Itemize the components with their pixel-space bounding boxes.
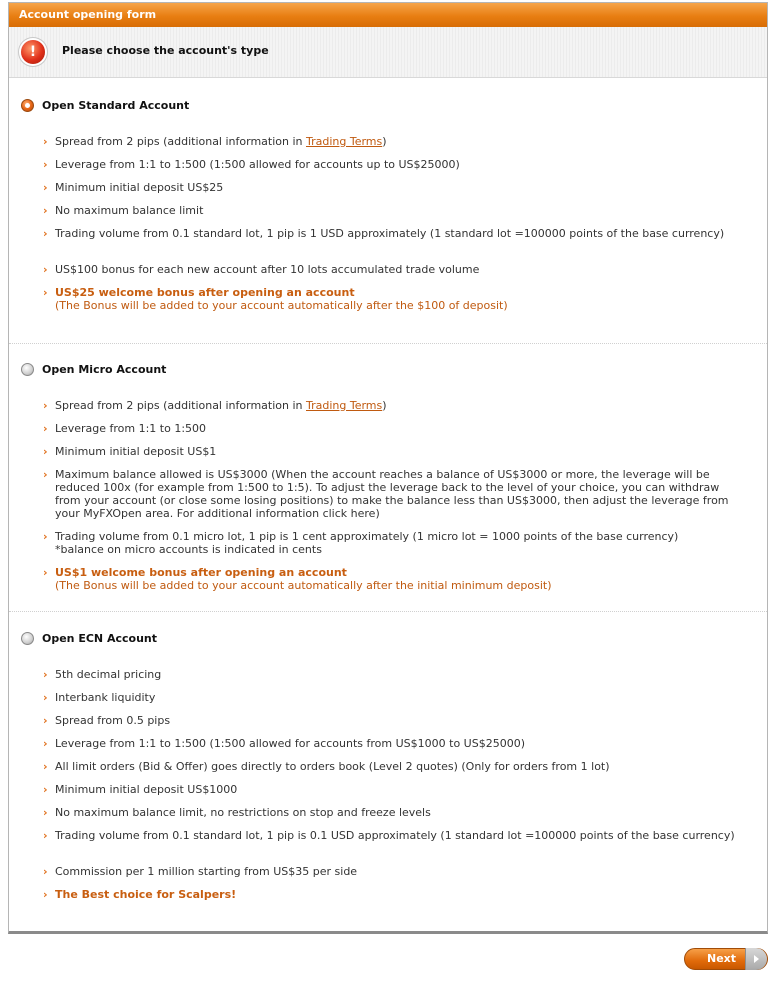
item-text: Spread from 2 pips (additional information in	[55, 135, 306, 148]
item-text: )	[382, 135, 387, 148]
chevron-right-icon: ›	[43, 829, 48, 842]
item-text: Interbank liquidity	[55, 691, 156, 704]
standard-account-section	[9, 79, 767, 342]
chevron-right-icon: ›	[43, 888, 48, 901]
arrow-right-icon	[745, 948, 767, 970]
item-text: Trading volume from 0.1 micro lot, 1 pip is 1 cent approximately (1 micro lot = 1000 points of the base currency)	[55, 530, 679, 543]
chevron-right-icon: ›	[43, 181, 48, 194]
ecn-account-radio[interactable]	[21, 632, 34, 645]
item-text: Leverage from 1:1 to 1:500 (1:500 allowed for accounts up to US$25000)	[55, 158, 460, 171]
chevron-right-icon: ›	[43, 691, 48, 704]
standard-account-option[interactable]	[21, 97, 189, 113]
item-text: Maximum balance allowed is US$3000 (When the account reaches a balance of US$3000 or more, the leverage will be reduced 100x (for example from 1:500 to 1:5). To adjust the leverage back to the level of your choice, you can withdraw from your account (or close some losing positions) to make the balance less than US$3000, then adjust the leverage from your MyFXOpen area. For additional information click here)	[55, 468, 729, 520]
warning-icon: !	[21, 40, 45, 64]
standard-account-radio[interactable]	[21, 99, 34, 112]
item-note: *balance on micro accounts is indicated in cents	[55, 543, 322, 556]
chevron-right-icon: ›	[43, 737, 48, 750]
micro-account-label: Open Micro Account	[42, 362, 167, 376]
item-text: Leverage from 1:1 to 1:500	[55, 422, 207, 435]
chevron-right-icon: ›	[43, 714, 48, 727]
bonus-title: The Best choice for Scalpers!	[55, 888, 237, 901]
chevron-right-icon: ›	[43, 445, 48, 458]
item-text: Minimum initial deposit US$1	[55, 445, 217, 458]
chevron-right-icon: ›	[43, 668, 48, 681]
next-button-label: Next	[707, 952, 737, 965]
form-title: Account opening form	[9, 3, 767, 27]
item-text: Trading volume from 0.1 standard lot, 1 pip is 1 USD approximately (1 standard lot =100000 points of the base currency)	[55, 227, 725, 240]
chevron-right-icon: ›	[43, 566, 48, 579]
form-subheader	[9, 27, 767, 78]
ecn-account-label: Open ECN Account	[42, 631, 158, 645]
trading-terms-link[interactable]: Trading Terms	[306, 399, 383, 412]
micro-account-option[interactable]	[21, 361, 166, 377]
chevron-right-icon: ›	[43, 399, 48, 412]
bonus-note: (The Bonus will be added to your account automatically after the initial minimum deposit)	[55, 579, 552, 592]
item-text: No maximum balance limit	[55, 204, 204, 217]
next-button[interactable]	[684, 948, 768, 970]
item-text: No maximum balance limit, no restrictions on stop and freeze levels	[55, 806, 431, 819]
item-text: Trading volume from 0.1 standard lot, 1 pip is 0.1 USD approximately (1 standard lot =100000 points of the base currency)	[55, 829, 735, 842]
item-text: Spread from 0.5 pips	[55, 714, 171, 727]
chevron-right-icon: ›	[43, 227, 48, 240]
bonus-title: US$1 welcome bonus after opening an account	[55, 566, 347, 579]
ecn-account-section	[9, 611, 767, 912]
chevron-right-icon: ›	[43, 263, 48, 276]
chevron-right-icon: ›	[43, 865, 48, 878]
chevron-right-icon: ›	[43, 530, 48, 543]
item-text: US$100 bonus for each new account after 10 lots accumulated trade volume	[55, 263, 480, 276]
account-opening-form	[8, 2, 768, 934]
item-text: All limit orders (Bid & Offer) goes directly to orders book (Level 2 quotes) (Only for orders from 1 lot)	[55, 760, 610, 773]
item-text: Commission per 1 million starting from US$35 per side	[55, 865, 358, 878]
bonus-note: (The Bonus will be added to your account automatically after the $100 of deposit)	[55, 299, 508, 312]
item-text: Spread from 2 pips (additional information in	[55, 399, 306, 412]
chevron-right-icon: ›	[43, 204, 48, 217]
chevron-right-icon: ›	[43, 422, 48, 435]
trading-terms-link[interactable]: Trading Terms	[306, 135, 383, 148]
item-text: Minimum initial deposit US$25	[55, 181, 224, 194]
item-text: )	[382, 399, 387, 412]
chevron-right-icon: ›	[43, 135, 48, 148]
chevron-right-icon: ›	[43, 783, 48, 796]
ecn-account-option[interactable]	[21, 630, 157, 646]
chevron-right-icon: ›	[43, 806, 48, 819]
bonus-title: US$25 welcome bonus after opening an account	[55, 286, 355, 299]
chevron-right-icon: ›	[43, 760, 48, 773]
item-text: Minimum initial deposit US$1000	[55, 783, 238, 796]
micro-account-radio[interactable]	[21, 363, 34, 376]
chevron-right-icon: ›	[43, 158, 48, 171]
chevron-right-icon: ›	[43, 468, 48, 481]
item-text: Leverage from 1:1 to 1:500 (1:500 allowed for accounts from US$1000 to US$25000)	[55, 737, 525, 750]
standard-account-label: Open Standard Account	[42, 98, 190, 112]
chevron-right-icon: ›	[43, 286, 48, 299]
item-text: 5th decimal pricing	[55, 668, 162, 681]
form-subtitle: Please choose the account's type	[62, 44, 269, 57]
micro-account-section	[9, 343, 767, 612]
